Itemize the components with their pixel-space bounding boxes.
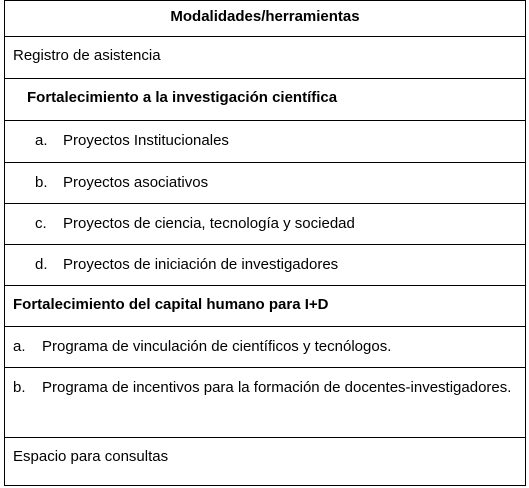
table-row-proyecto-a (5, 121, 525, 163)
list-marker: c. (35, 215, 47, 232)
list-marker: b. (13, 379, 26, 396)
list-item-text: Proyectos de ciencia, tecnología y sociedad (63, 215, 355, 232)
table-header-row (5, 1, 525, 37)
modalidades-table (4, 0, 526, 486)
registro-text: Registro de asistencia (13, 47, 161, 64)
list-marker: d. (35, 256, 48, 273)
table-row-consultas (5, 438, 525, 487)
list-marker: b. (35, 174, 48, 191)
table-row-proyecto-d (5, 245, 525, 286)
list-item-text: Programa de vinculación de científicos y tecnólogos. (42, 338, 392, 355)
fortalecimiento-investigacion-heading: Fortalecimiento a la investigación científica (27, 89, 338, 106)
list-item-text: Proyectos Institucionales (63, 132, 229, 149)
table-row-programa-a (5, 327, 525, 368)
table-row-programa-b (5, 368, 525, 438)
list-marker: a. (35, 132, 48, 149)
table-row-proyecto-c (5, 204, 525, 245)
fortalecimiento-capital-heading: Fortalecimiento del capital humano para I+D (13, 296, 329, 313)
list-item-text: Proyectos de iniciación de investigadores (63, 256, 339, 273)
list-marker: a. (13, 338, 26, 355)
list-item-text: Proyectos asociativos (63, 174, 209, 191)
table-row-proyecto-b (5, 163, 525, 204)
consultas-text: Espacio para consultas (13, 448, 169, 465)
table-row-fortalecimiento-capital (5, 286, 525, 327)
table-row-registro (5, 37, 525, 79)
table-row-fortalecimiento-investigacion (5, 79, 525, 121)
table-header-text: Modalidades/herramientas (170, 8, 360, 25)
list-item-text: Programa de incentivos para la formación de docentes-investigadores. (42, 379, 512, 396)
